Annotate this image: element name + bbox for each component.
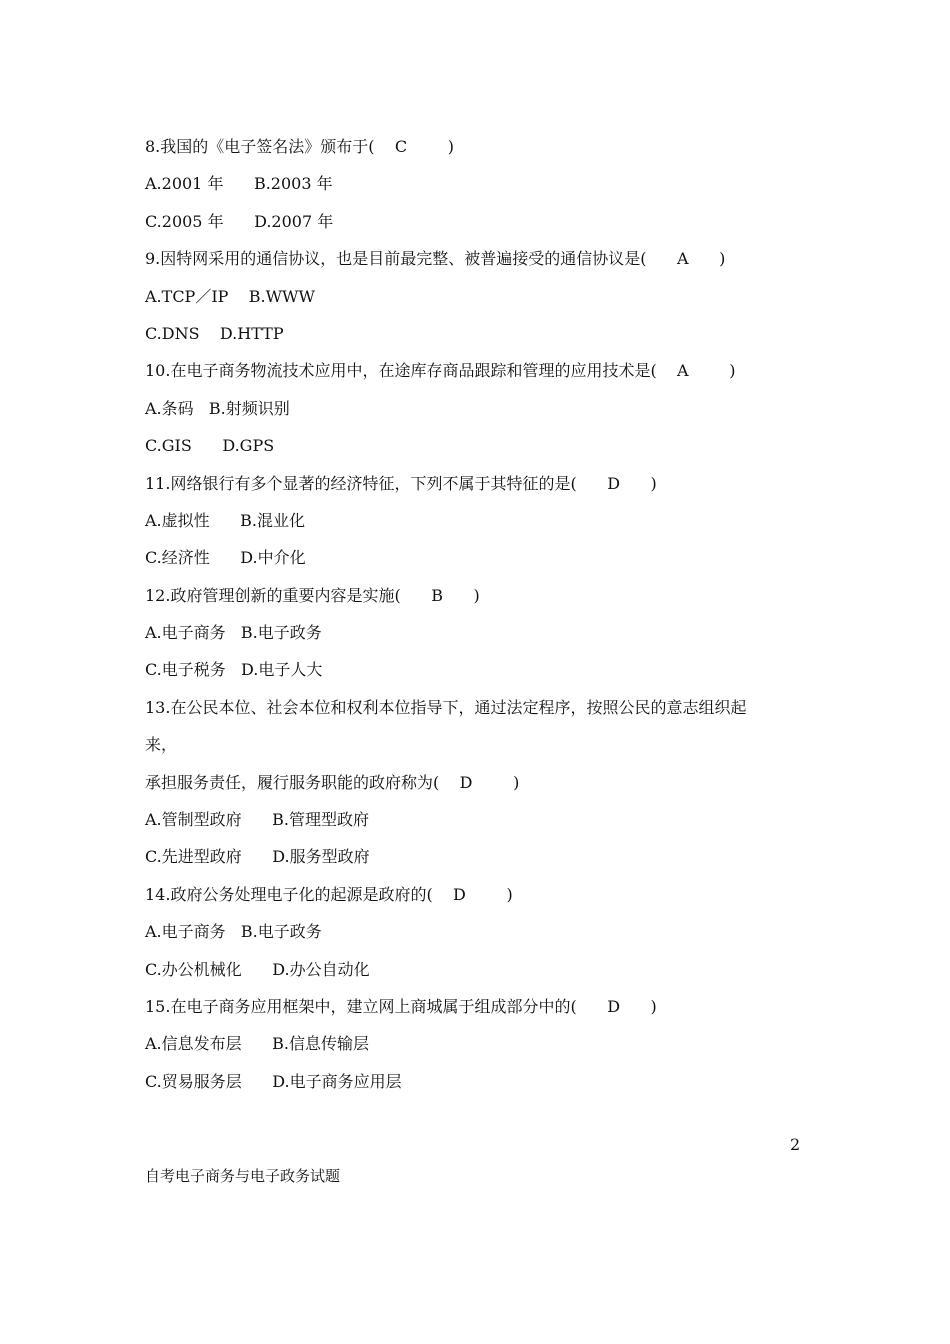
question-10-options-cd: C.GIS D.GPS (145, 436, 275, 456)
question-8: 8.我国的《电子签名法》颁布于( C ) (145, 137, 455, 156)
question-8-options-ab: A.2001 年 B.2003 年 (145, 174, 333, 194)
question-13-line-1: 13.在公民本位、社会本位和权利本位指导下，通过法定程序，按照公民的意志组织起 (145, 697, 747, 717)
question-12-options-ab: A.电子商务 B.电子政务 (145, 623, 322, 643)
question-9: 9.因特网采用的通信协议，也是目前最完整、被普遍接受的通信协议是( A ) (145, 249, 726, 269)
question-8-options-cd: C.2005 年 D.2007 年 (145, 211, 334, 231)
question-11-options-cd: C.经济性 D.中介化 (145, 548, 306, 568)
question-13-options-ab: A.管制型政府 B.管理型政府 (145, 810, 370, 830)
question-12-options-cd: C.电子税务 D.电子人大 (145, 660, 323, 680)
document-footer: 自考电子商务与电子政务试题 (145, 1167, 341, 1185)
question-15: 15.在电子商务应用框架中，建立网上商城属于组成部分中的( D ) (145, 996, 657, 1016)
question-14-options-ab: A.电子商务 B.电子政务 (145, 922, 322, 942)
question-11: 11.网络银行有多个显著的经济特征，下列不属于其特征的是( D ) (145, 473, 657, 493)
question-10-options-ab: A.条码 B.射频识别 (145, 398, 290, 418)
page-number: 2 (790, 1135, 801, 1154)
question-9-options-cd: C.DNS D.HTTP (145, 323, 284, 343)
question-14-options-cd: C.办公机械化 D.办公自动化 (145, 959, 370, 979)
question-13-options-cd: C.先进型政府 D.服务型政府 (145, 847, 370, 867)
question-12: 12.政府管理创新的重要内容是实施( B ) (145, 585, 480, 605)
question-13-line-3: 承担服务责任，履行服务职能的政府称为( D ) (145, 772, 520, 792)
question-15-options-ab: A.信息发布层 B.信息传输层 (145, 1034, 370, 1054)
question-10: 10.在电子商务物流技术应用中，在途库存商品跟踪和管理的应用技术是( A ) (145, 361, 736, 381)
question-14: 14.政府公务处理电子化的起源是政府的( D ) (145, 884, 513, 904)
question-11-options-ab: A.虚拟性 B.混业化 (145, 510, 306, 530)
question-15-options-cd: C.贸易服务层 D.电子商务应用层 (145, 1071, 402, 1091)
question-content (145, 128, 815, 1100)
question-13-line-2: 来， (145, 735, 178, 755)
question-9-options-ab: A.TCP／IP B.WWW (145, 286, 315, 306)
